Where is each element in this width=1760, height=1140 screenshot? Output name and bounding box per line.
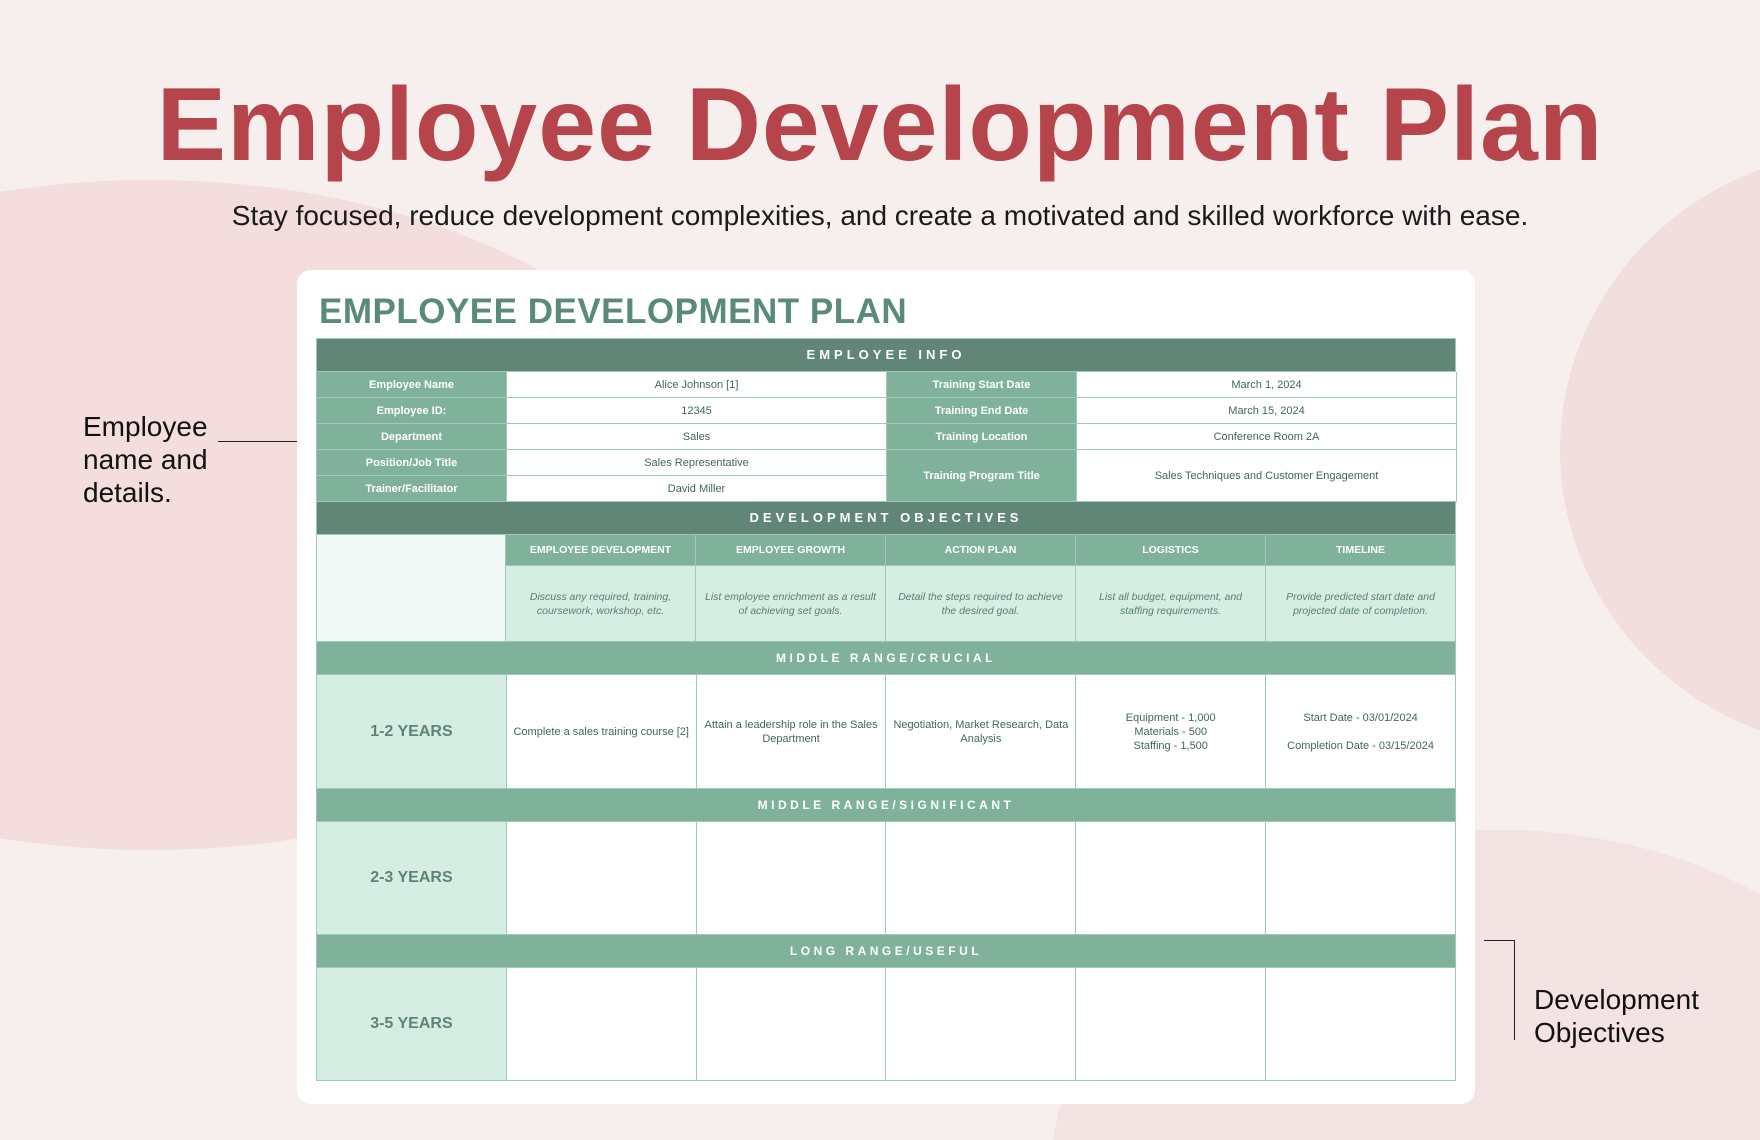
plan-grid bbox=[316, 338, 1456, 1081]
column-description: Provide predicted start date and projected date of completion. bbox=[1266, 566, 1456, 642]
range-row-3-5-years bbox=[317, 968, 1456, 1081]
table-cell-employee-development[interactable]: Complete a sales training course [2] bbox=[507, 675, 697, 789]
page-subtitle: Stay focused, reduce development complexities, and create a motivated and skilled workforce with ease. bbox=[231, 200, 1529, 231]
field-value-position[interactable]: Sales Representative bbox=[507, 450, 887, 476]
field-label-program-title: Training Program Title bbox=[887, 450, 1077, 502]
plan-card bbox=[297, 270, 1475, 1104]
column-header-action-plan: ACTION PLAN bbox=[886, 535, 1076, 566]
callout-development-objectives: Development Objectives bbox=[1534, 984, 1699, 1048]
years-label: 1-2 YEARS bbox=[317, 675, 507, 789]
callout-objectives-line-h bbox=[1484, 940, 1515, 941]
field-value-employee-name[interactable]: Alice Johnson [1] bbox=[507, 372, 887, 398]
page-title: Employee Development Plan bbox=[156, 67, 1604, 183]
column-header-employee-growth: EMPLOYEE GROWTH bbox=[696, 535, 886, 566]
table-cell-action-plan[interactable] bbox=[886, 822, 1076, 935]
range-band-significant: MIDDLE RANGE/SIGNIFICANT bbox=[317, 789, 1456, 822]
field-value-training-start[interactable]: March 1, 2024 bbox=[1077, 372, 1457, 398]
field-label-position: Position/Job Title bbox=[317, 450, 507, 476]
table-cell-employee-development[interactable] bbox=[507, 968, 697, 1081]
table-cell-timeline[interactable] bbox=[1266, 822, 1456, 935]
callout-objectives-line-v bbox=[1514, 940, 1515, 1040]
range-band-crucial: MIDDLE RANGE/CRUCIAL bbox=[317, 642, 1456, 675]
field-value-program-title[interactable]: Sales Techniques and Customer Engagement bbox=[1077, 450, 1457, 502]
table-cell-timeline[interactable] bbox=[1266, 968, 1456, 1081]
card-title: EMPLOYEE DEVELOPMENT PLAN bbox=[319, 292, 908, 331]
table-cell-action-plan[interactable] bbox=[886, 968, 1076, 1081]
field-value-trainer[interactable]: David Miller bbox=[507, 476, 887, 502]
employee-info-section bbox=[317, 372, 1456, 502]
column-header-logistics: LOGISTICS bbox=[1076, 535, 1266, 566]
table-cell-timeline[interactable]: Start Date - 03/01/2024 Completion Date - 03/15/2024 bbox=[1266, 675, 1456, 789]
range-row-1-2-years bbox=[317, 675, 1456, 789]
objectives-header-section bbox=[317, 535, 1456, 642]
table-cell-logistics[interactable] bbox=[1076, 822, 1266, 935]
field-label-training-location: Training Location bbox=[887, 424, 1077, 450]
table-cell-employee-growth[interactable] bbox=[697, 968, 887, 1081]
table-cell-action-plan[interactable]: Negotiation, Market Research, Data Analysis bbox=[886, 675, 1076, 789]
field-value-employee-id[interactable]: 12345 bbox=[507, 398, 887, 424]
column-header-employee-development: EMPLOYEE DEVELOPMENT bbox=[506, 535, 696, 566]
field-label-employee-name: Employee Name bbox=[317, 372, 507, 398]
field-value-training-end[interactable]: March 15, 2024 bbox=[1077, 398, 1457, 424]
callout-employee-details-line bbox=[218, 441, 308, 442]
range-band-useful: LONG RANGE/USEFUL bbox=[317, 935, 1456, 968]
years-label: 2-3 YEARS bbox=[317, 822, 507, 935]
table-cell-employee-growth[interactable] bbox=[697, 822, 887, 935]
field-label-department: Department bbox=[317, 424, 507, 450]
table-cell-logistics[interactable] bbox=[1076, 968, 1266, 1081]
table-cell-employee-growth[interactable]: Attain a leadership role in the Sales Department bbox=[697, 675, 887, 789]
column-header-timeline: TIMELINE bbox=[1266, 535, 1456, 566]
column-description: List employee enrichment as a result of achieving set goals. bbox=[696, 566, 886, 642]
callout-employee-details: Employee name and details. bbox=[83, 411, 208, 508]
field-value-training-location[interactable]: Conference Room 2A bbox=[1077, 424, 1457, 450]
objectives-corner-cell bbox=[317, 535, 506, 642]
column-description: Discuss any required, training, coursework, workshop, etc. bbox=[506, 566, 696, 642]
range-row-2-3-years bbox=[317, 822, 1456, 935]
table-cell-employee-development[interactable] bbox=[507, 822, 697, 935]
field-label-training-start: Training Start Date bbox=[887, 372, 1077, 398]
background-shape-right bbox=[1560, 150, 1760, 750]
employee-info-band: EMPLOYEE INFO bbox=[317, 339, 1456, 372]
column-description: Detail the steps required to achieve the desired goal. bbox=[886, 566, 1076, 642]
field-label-trainer: Trainer/Facilitator bbox=[317, 476, 507, 502]
field-label-employee-id: Employee ID: bbox=[317, 398, 507, 424]
field-value-department[interactable]: Sales bbox=[507, 424, 887, 450]
column-description: List all budget, equipment, and staffing requirements. bbox=[1076, 566, 1266, 642]
table-cell-logistics[interactable]: Equipment - 1,000 Materials - 500 Staffing - 1,500 bbox=[1076, 675, 1266, 789]
development-objectives-band: DEVELOPMENT OBJECTIVES bbox=[317, 502, 1456, 535]
field-label-training-end: Training End Date bbox=[887, 398, 1077, 424]
years-label: 3-5 YEARS bbox=[317, 968, 507, 1081]
